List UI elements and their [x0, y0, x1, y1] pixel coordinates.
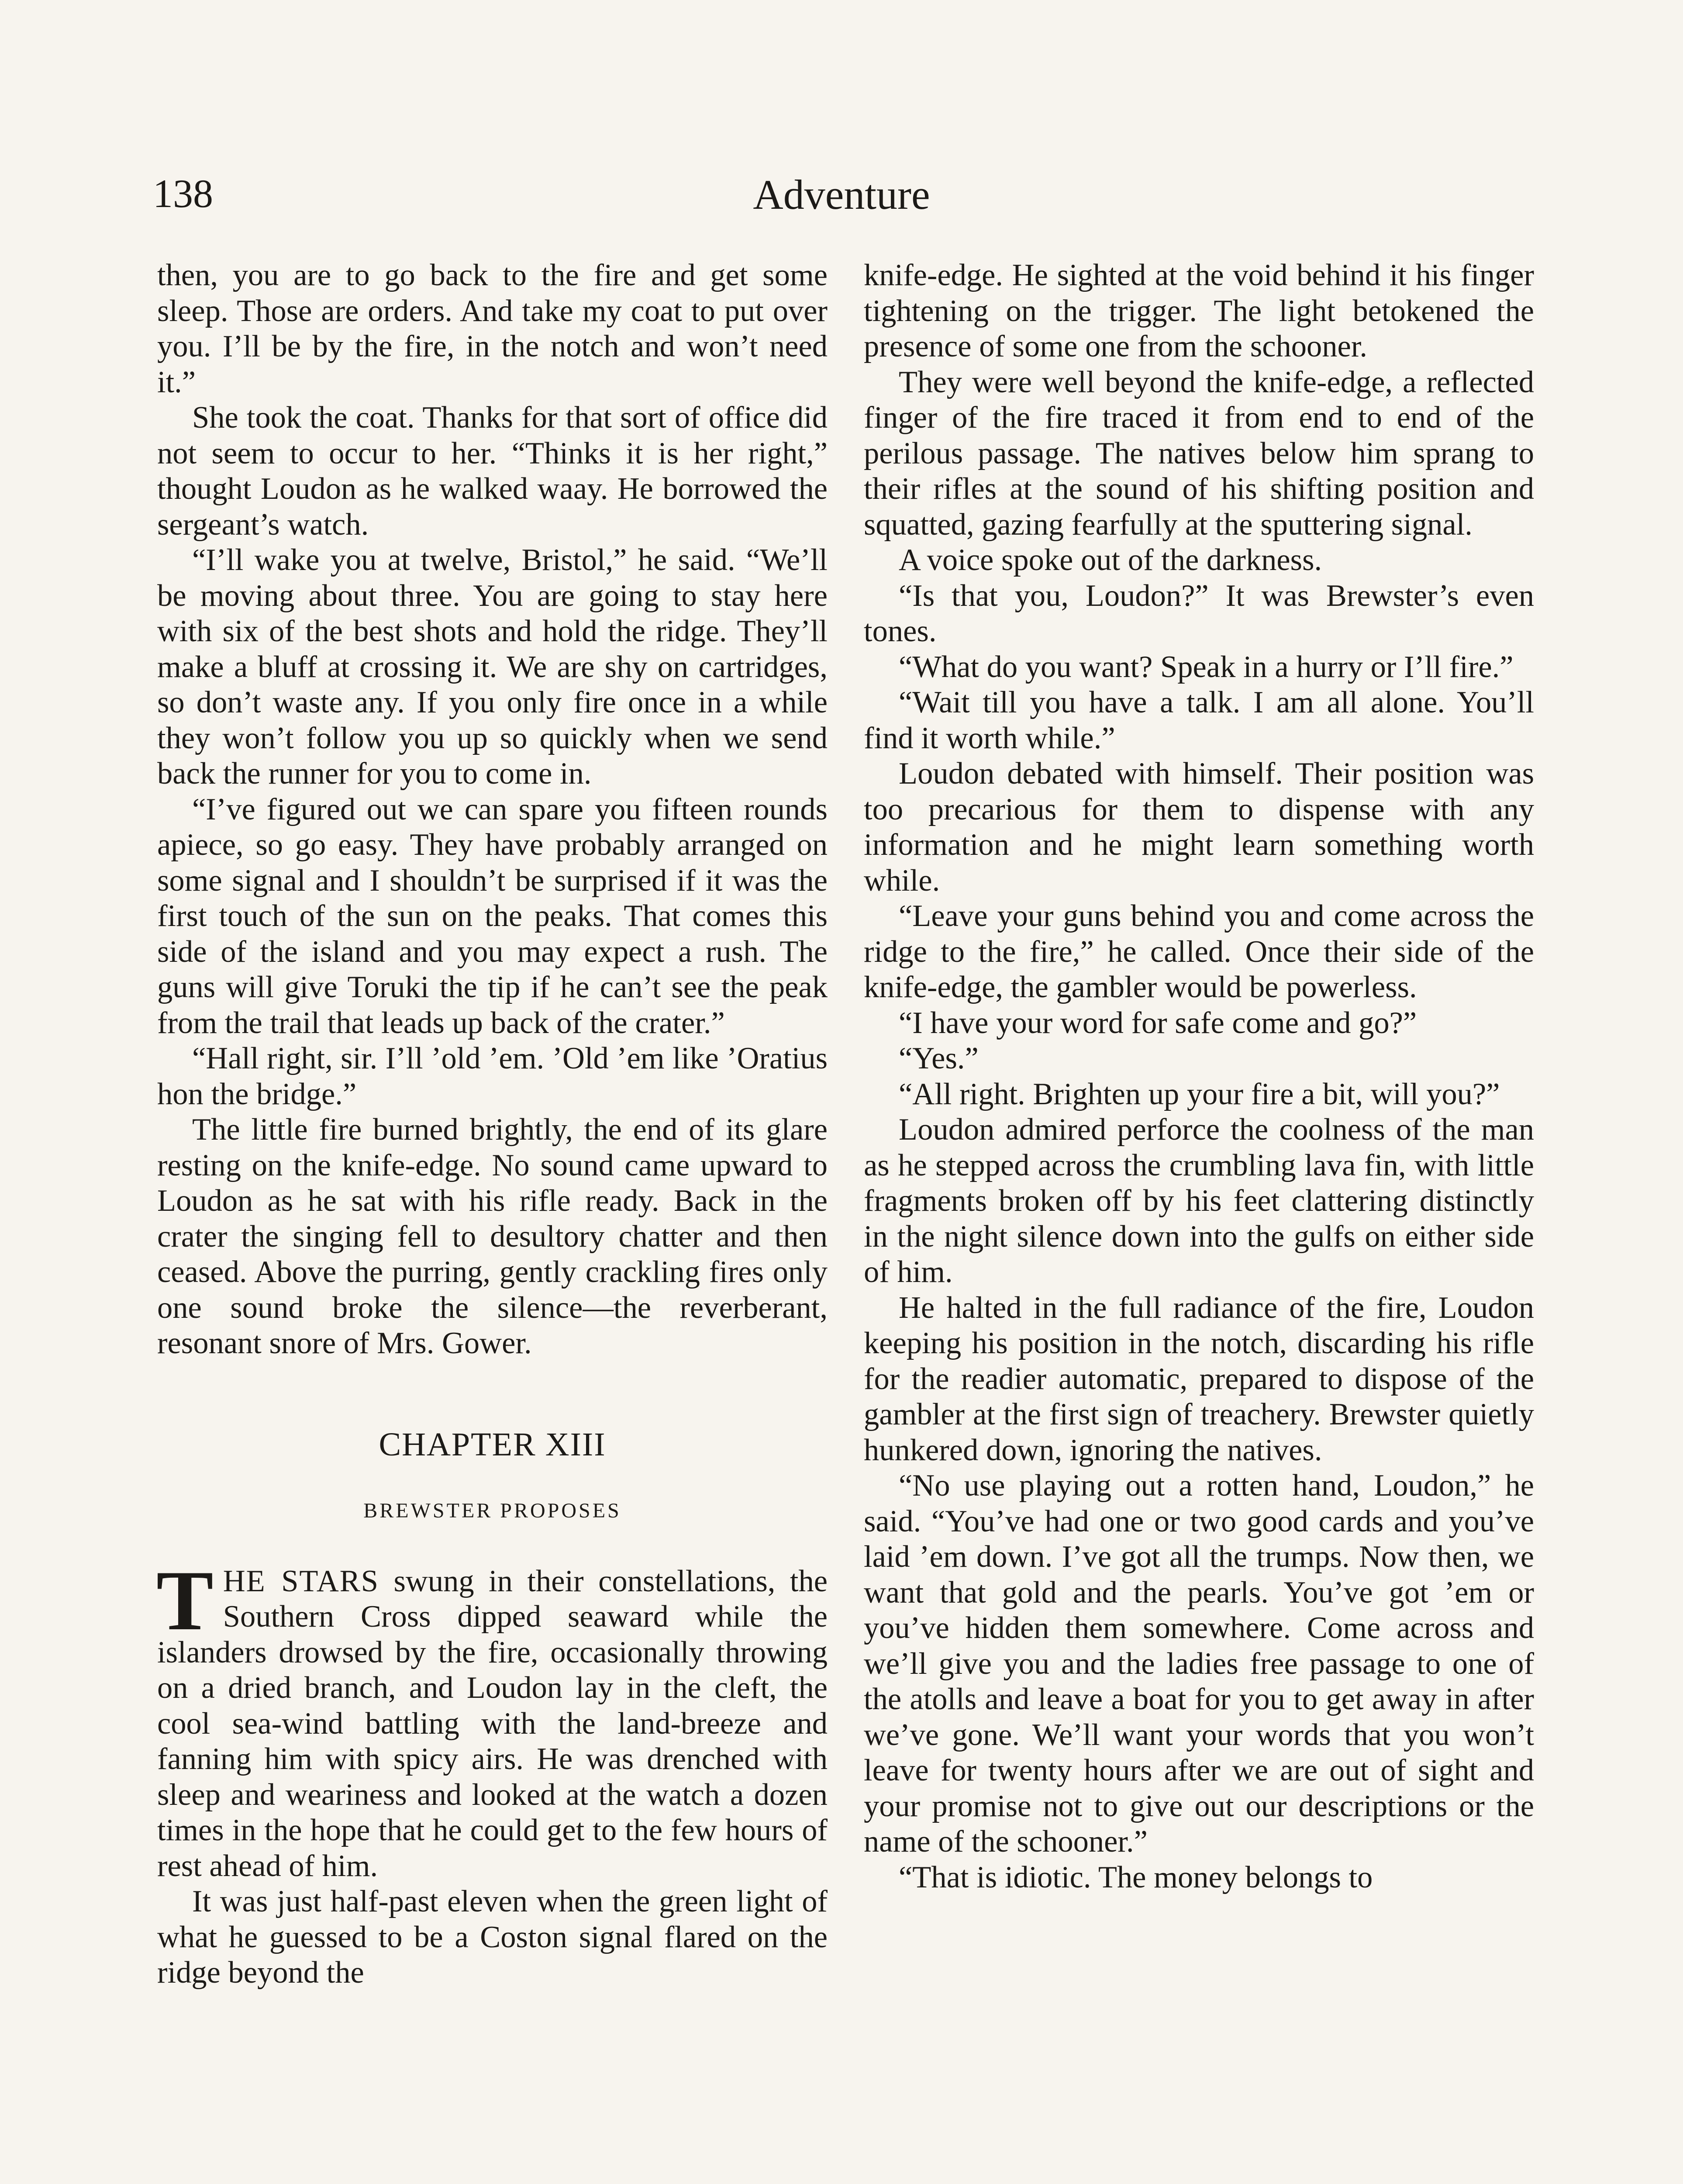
magazine-title: Adventure: [753, 171, 930, 218]
body-paragraph: then, you are to go back to the fire and get some sleep. Those are orders. And take my coat to put over you. I’ll be by the fire, in the notch and won’t need it.”: [157, 258, 828, 399]
body-paragraph: Loudon debated with himself. Their position was too precarious for them to dispense with any information and he might learn something worth while.: [864, 757, 1534, 898]
body-paragraph: “Hall right, sir. I’ll ’old ’em. ’Old ’em like ’Oratius hon the bridge.”: [157, 1041, 828, 1111]
left-column-paragraphs: [157, 258, 828, 1362]
body-paragraph: He halted in the full radiance of the fire, Loudon keeping his position in the notch, discarding his rifle for the readier automatic, prepared to dispose of the gambler at the first sign of treachery. Brewster quietly hunkered down, ignoring the natives.: [864, 1290, 1534, 1467]
body-paragraph: “All right. Brighten up your fire a bit, will you?”: [899, 1077, 1500, 1111]
page-header: [148, 162, 1535, 223]
drop-cap: T: [156, 1553, 214, 1648]
body-paragraph: “Yes.”: [899, 1041, 979, 1075]
opening-text: swung in their constellations, the Southern Cross dipped seaward while the islanders drowsed by the fire, occasionally throwing on a dried branch, and Loudon lay in the cleft, the cool sea-wind battling with the land-breeze and fanning him with spicy airs. He was drenched with sleep and weariness and looked at the watch a dozen times in the hope that he could get to the few hours of rest ahead of him.: [157, 1564, 828, 1883]
chapter-subtitle: BREWSTER PROPOSES: [363, 1499, 621, 1522]
body-paragraph: They were well beyond the knife-edge, a reflected finger of the fire traced it from end to end of the perilous passage. The natives below him sprang to their rifles at the sound of his shifting position and squatted, gazing fearfully at the sputtering signal.: [864, 365, 1534, 542]
chapter-title: CHAPTER XIII: [379, 1426, 606, 1463]
body-paragraph: “What do you want? Speak in a hurry or I’ll fire.”: [899, 650, 1514, 684]
body-paragraph: knife-edge. He sighted at the void behind it his finger tightening on the trigger. The light betokened the presence of some one from the schooner.: [864, 258, 1534, 363]
body-paragraph: “No use playing out a rotten hand, Loudon,” he said. “You’ve had one or two good cards and you’ve laid ’em down. I’ve got all the trumps. Now then, we want that gold and the pearls. You’ve got ’em or you’ve hidden them somewhere. Come across and we’ll give you and the ladies free passage to one of the atolls and leave a boat for you to get away in after we’ve gone. We’ll want your words that you won’t leave for twenty hours after we are out of sight and your promise not to give out our descriptions or the name of the schooner.”: [864, 1469, 1534, 1859]
chapter-opening-paragraph: [156, 1553, 828, 1884]
opening-small-caps: HE STARS: [223, 1564, 379, 1598]
body-paragraph: A voice spoke out of the darkness.: [899, 543, 1322, 577]
body-paragraph: “Wait till you have a talk. I am all alone. You’ll find it worth while.”: [864, 685, 1534, 755]
right-column-paragraphs: [864, 258, 1534, 1895]
body-paragraph: It was just half-past eleven when the green light of what he guessed to be a Coston signal flared on the ridge beyond the: [157, 1884, 828, 1990]
left-column: [157, 258, 828, 1991]
body-paragraph: The little fire burned brightly, the end of its glare resting on the knife-edge. No sound came upward to Loudon as he sat with his rifle ready. Back in the crater the singing fell to desultory chatter and then ceased. Above the purring, gently crackling fires only one sound broke the silence—the reverberant, resonant snore of Mrs. Gower.: [157, 1113, 828, 1360]
body-paragraph: She took the coat. Thanks for that sort of office did not seem to occur to her. “Thinks it is her right,” thought Loudon as he walked waay. He borrowed the sergeant’s watch.: [157, 401, 828, 542]
left-column-paragraphs-after: [157, 1884, 828, 1991]
body-paragraph: “Leave your guns behind you and come across the ridge to the fire,” he called. Once their side of the knife-edge, the gambler would be powerless.: [864, 899, 1534, 1004]
body-paragraph: “Is that you, Loudon?” It was Brewster’s even tones.: [864, 578, 1534, 648]
right-column: [864, 258, 1534, 1895]
body-paragraph: Loudon admired perforce the coolness of the man as he stepped across the crumbling lava fin, with little fragments broken off by his feet clattering distinctly in the night silence down into the gulfs on either side of him.: [864, 1113, 1534, 1289]
body-paragraph: “I have your word for safe come and go?”: [899, 1006, 1417, 1040]
page-number: 138: [153, 171, 213, 216]
body-paragraph: “I’ve figured out we can spare you fifteen rounds apiece, so go easy. They have probably arranged on some signal and I shouldn’t be surprised if it was the first touch of the sun on the peaks. That comes this side of the island and you may expect a rush. The guns will give Toruki the tip if he can’t see the peak from the trail that leads up back of the crater.”: [157, 792, 828, 1040]
body-paragraph: “That is idiotic. The money belongs to: [899, 1860, 1373, 1894]
body-paragraph: “I’ll wake you at twelve, Bristol,” he said. “We’ll be moving about three. You are going to stay here with six of the best shots and hold the ridge. They’ll make a bluff at crossing it. We are shy on cartridges, so don’t waste any. If you only fire once in a while they won’t follow you up so quickly when we send back the runner for you to come in.: [157, 543, 828, 791]
